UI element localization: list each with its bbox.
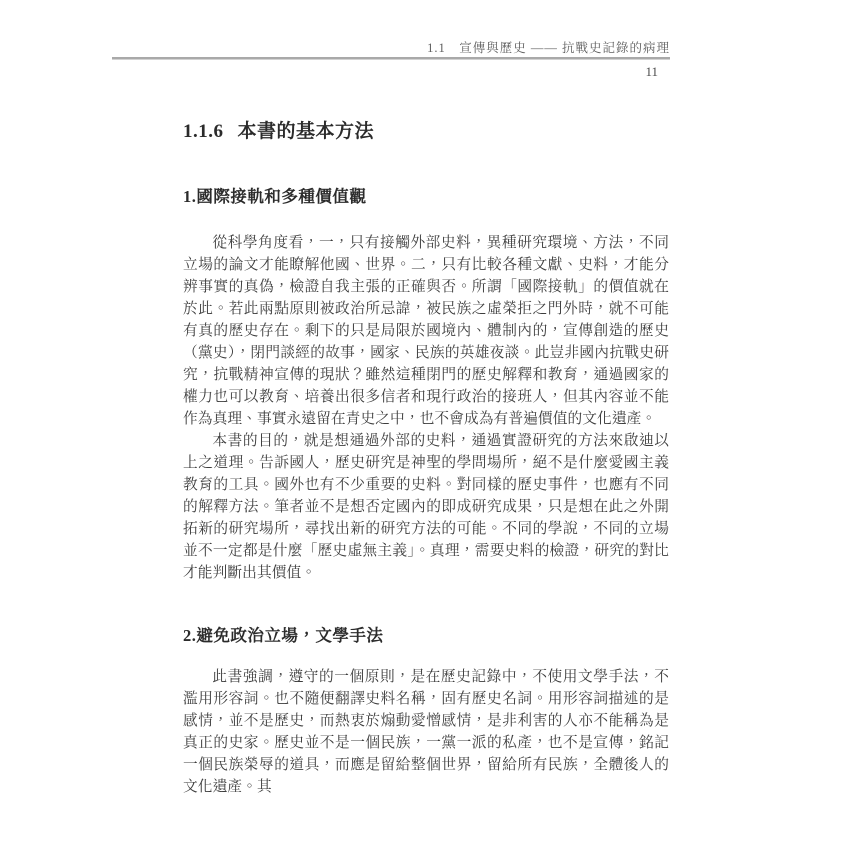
subsection-heading-1: 1.國際接軌和多種價值觀 bbox=[183, 187, 367, 206]
running-title: 1.1 宣傳與歷史 —— 抗戰史記錄的病理 bbox=[427, 41, 670, 55]
section-title: 本書的基本方法 bbox=[237, 121, 375, 142]
subsection-heading-2: 2.避免政治立場，文學手法 bbox=[183, 626, 384, 645]
page-content bbox=[183, 116, 669, 798]
section-heading bbox=[183, 116, 669, 143]
header-rule bbox=[112, 57, 670, 60]
section-number: 1.1.6 bbox=[183, 121, 224, 142]
page-number: 11 bbox=[645, 64, 658, 79]
running-header bbox=[112, 38, 670, 56]
paragraph-2: 本書的目的，就是想通過外部的史料，通過實證研究的方法來啟迪以上之道理。告訴國人，歷史研究是神聖的學問場所，絕不是什麼愛國主義教育的工具。國外也有不少重要的史料。對同樣的歷史事件，也應有不同的解釋方法。筆者並不是想否定國內的即成研究成果，只是想在此之外開拓新的研究場所，尋找出新的研究方法的可能。不同的學說，不同的立場並不一定都是什麼「歷史虛無主義」。真理，需要史料的檢證，研究的對比才能判斷出其價值。 bbox=[183, 433, 669, 581]
paragraph-3: 此書強調，遵守的一個原則，是在歷史記錄中，不使用文學手法，不濫用形容詞。也不隨便翻譯史料名稱，固有歷史名詞。用形容詞描述的是感情，並不是歷史，而熱衷於煽動愛憎感情，是非利害的人亦不能稱為是真正的史家。歷史並不是一個民族，一黨一派的私產，也不是宣傳，銘記一個民族榮辱的道具，而應是留給整個世界，留給所有民族，全體後人的文化遺產。其 bbox=[183, 669, 669, 795]
paragraph-1: 從科學角度看，一，只有接觸外部史料，異種研究環境、方法，不同立場的論文才能瞭解他國、世界。二，只有比較各種文獻、史料，才能分辨事實的真偽，檢證自我主張的正確與否。所謂「國際接軌」的價值就在於此。若此兩點原則被政治所忌諱，被民族之虛榮拒之門外時，就不可能有真的歷史存在。剩下的只是局限於國境內、體制內的，宣傳創造的歷史（黨史），閉門談經的故事，國家、民族的英雄夜談。此豈非國內抗戰史研究，抗戰精神宣傳的現狀？雖然這種閉門的歷史解釋和教育，通過國家的權力也可以教育、培養出很多信者和現行政治的接班人，但其內容並不能作為真理、事實永遠留在青史之中，也不會成為有普遍價值的文化遺產。 bbox=[183, 235, 669, 427]
